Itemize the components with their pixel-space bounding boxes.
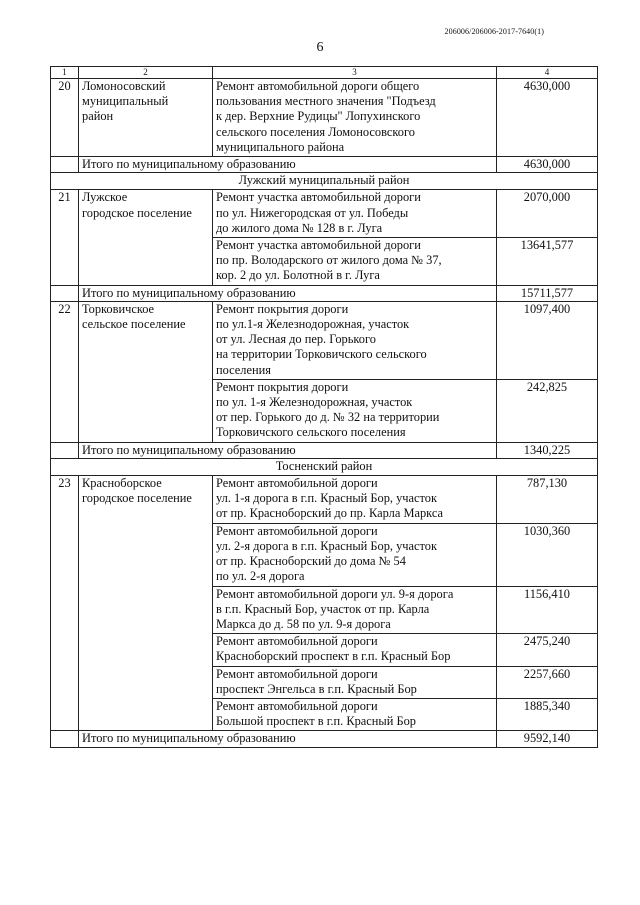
text-line: пользования местного значения "Подъезд (216, 94, 436, 109)
work-description (213, 476, 497, 524)
work-description (213, 301, 497, 379)
text-line: сельское поселение (82, 317, 186, 332)
text-line: от ул. Лесная до пер. Горького (216, 332, 376, 347)
municipality-name (79, 301, 213, 442)
text-line: поселения (216, 362, 271, 377)
work-description (213, 379, 497, 442)
municipality-name (79, 476, 213, 731)
row-number: 20 (51, 79, 79, 157)
text-line: Большой проспект в г.п. Красный Бор (216, 714, 416, 729)
page-number: 6 (316, 40, 324, 55)
text-line: от пер. Горького до д. № 32 на территории (216, 410, 440, 425)
text-line: Ремонт автомобильной дороги (216, 698, 378, 713)
total-label: Итого по муниципальному образованию (79, 731, 497, 747)
work-description (213, 698, 497, 730)
text-line: район (82, 109, 114, 124)
text-line: Ремонт покрытия дороги (216, 301, 349, 316)
empty-cell (51, 157, 79, 173)
text-line: ул. 1-я дорога в г.п. Красный Бор, участок (216, 491, 438, 506)
total-label: Итого по муниципальному образованию (79, 157, 497, 173)
text-line: Ремонт покрытия дороги (216, 379, 349, 394)
region-header-row (51, 458, 598, 475)
header-cell: 1 (51, 67, 79, 79)
text-line: Ремонт автомобильной дороги (216, 523, 378, 538)
work-amount: 2070,000 (497, 190, 598, 238)
text-line: по ул. Нижегородская от ул. Победы (216, 205, 409, 220)
work-amount: 2475,240 (497, 634, 598, 666)
work-description (213, 523, 497, 586)
work-description (213, 238, 497, 286)
text-line: проспект Энгельса в г.п. Красный Бор (216, 681, 417, 696)
row-number: 21 (51, 190, 79, 285)
text-line: Ремонт автомобильной дороги (216, 476, 378, 491)
text-line: Красноборский проспект в г.п. Красный Бор (216, 649, 451, 664)
total-row (51, 442, 598, 458)
total-amount: 9592,140 (497, 731, 598, 747)
text-line: по пр. Володарского от жилого дома № 37, (216, 253, 442, 268)
municipality-name (79, 190, 213, 285)
text-line: ул. 2-я дорога в г.п. Красный Бор, участок (216, 538, 438, 553)
total-row (51, 731, 598, 747)
row-number: 23 (51, 476, 79, 731)
text-line: городское поселение (82, 205, 192, 220)
region-header-row (51, 173, 598, 190)
text-line: Торковичское (82, 301, 155, 316)
work-description (213, 634, 497, 666)
text-line: от пр. Красноборский до пр. Карла Маркса (216, 506, 444, 521)
work-description (213, 79, 497, 157)
text-line: по ул.1-я Железнодорожная, участок (216, 317, 410, 332)
text-line: Ремонт автомобильной дороги общего (216, 79, 420, 93)
total-row (51, 157, 598, 173)
text-line: до жилого дома № 128 в г. Луга (216, 220, 383, 235)
work-amount: 4630,000 (497, 79, 598, 157)
work-description (213, 586, 497, 634)
text-line: Ремонт автомобильной дороги ул. 9-я дорога (216, 586, 454, 601)
work-amount: 1885,340 (497, 698, 598, 730)
municipality-name (79, 79, 213, 157)
work-description (213, 190, 497, 238)
table-row (51, 476, 598, 524)
document-number: 206006/206006-2017-7640(1) (444, 27, 544, 36)
work-amount: 1156,410 (497, 586, 598, 634)
text-line: по ул. 1-я Железнодорожная, участок (216, 395, 413, 410)
region-name: Тосненский район (51, 458, 598, 475)
work-amount: 787,130 (497, 476, 598, 524)
text-line: от пр. Красноборский до дома № 54 (216, 554, 406, 569)
text-line: Красноборское (82, 476, 162, 491)
text-line: муниципальный (82, 94, 169, 109)
text-line: на территории Торковичского сельского (216, 347, 427, 362)
empty-cell (51, 285, 79, 301)
text-line: Маркса до д. 58 по ул. 9-я дорога (216, 616, 391, 631)
text-line: Лужское (82, 190, 128, 205)
text-line: Ремонт автомобильной дороги (216, 634, 378, 649)
road-repair-table (50, 66, 598, 748)
table-row (51, 301, 598, 379)
region-name: Лужский муниципальный район (51, 173, 598, 190)
work-amount: 1097,400 (497, 301, 598, 379)
header-cell: 2 (79, 67, 213, 79)
table-row (51, 79, 598, 157)
text-line: муниципального района (216, 139, 345, 154)
total-amount: 1340,225 (497, 442, 598, 458)
total-label: Итого по муниципальному образованию (79, 285, 497, 301)
work-amount: 242,825 (497, 379, 598, 442)
work-amount: 2257,660 (497, 666, 598, 698)
text-line: к дер. Верхние Рудицы" Лопухинского (216, 109, 421, 124)
text-line: Ремонт участка автомобильной дороги (216, 190, 421, 205)
header-cell: 4 (497, 67, 598, 79)
text-line: кор. 2 до ул. Болотной в г. Луга (216, 268, 380, 283)
text-line: сельского поселения Ломоносовского (216, 124, 415, 139)
text-line: Ремонт автомобильной дороги (216, 666, 378, 681)
text-line: Ремонт участка автомобильной дороги (216, 238, 421, 253)
text-line: в г.п. Красный Бор, участок от пр. Карла (216, 601, 430, 616)
total-row (51, 285, 598, 301)
header-cell: 3 (213, 67, 497, 79)
text-line: по ул. 2-я дорога (216, 569, 305, 584)
work-amount: 1030,360 (497, 523, 598, 586)
text-line: городское поселение (82, 491, 192, 506)
empty-cell (51, 442, 79, 458)
total-amount: 15711,577 (497, 285, 598, 301)
work-amount: 13641,577 (497, 238, 598, 286)
text-line: Ломоносовский (82, 79, 166, 93)
row-number: 22 (51, 301, 79, 442)
table-header-row (51, 67, 598, 79)
table-row (51, 190, 598, 238)
empty-cell (51, 731, 79, 747)
total-label: Итого по муниципальному образованию (79, 442, 497, 458)
work-description (213, 666, 497, 698)
text-line: Торковичского сельского поселения (216, 425, 406, 440)
total-amount: 4630,000 (497, 157, 598, 173)
